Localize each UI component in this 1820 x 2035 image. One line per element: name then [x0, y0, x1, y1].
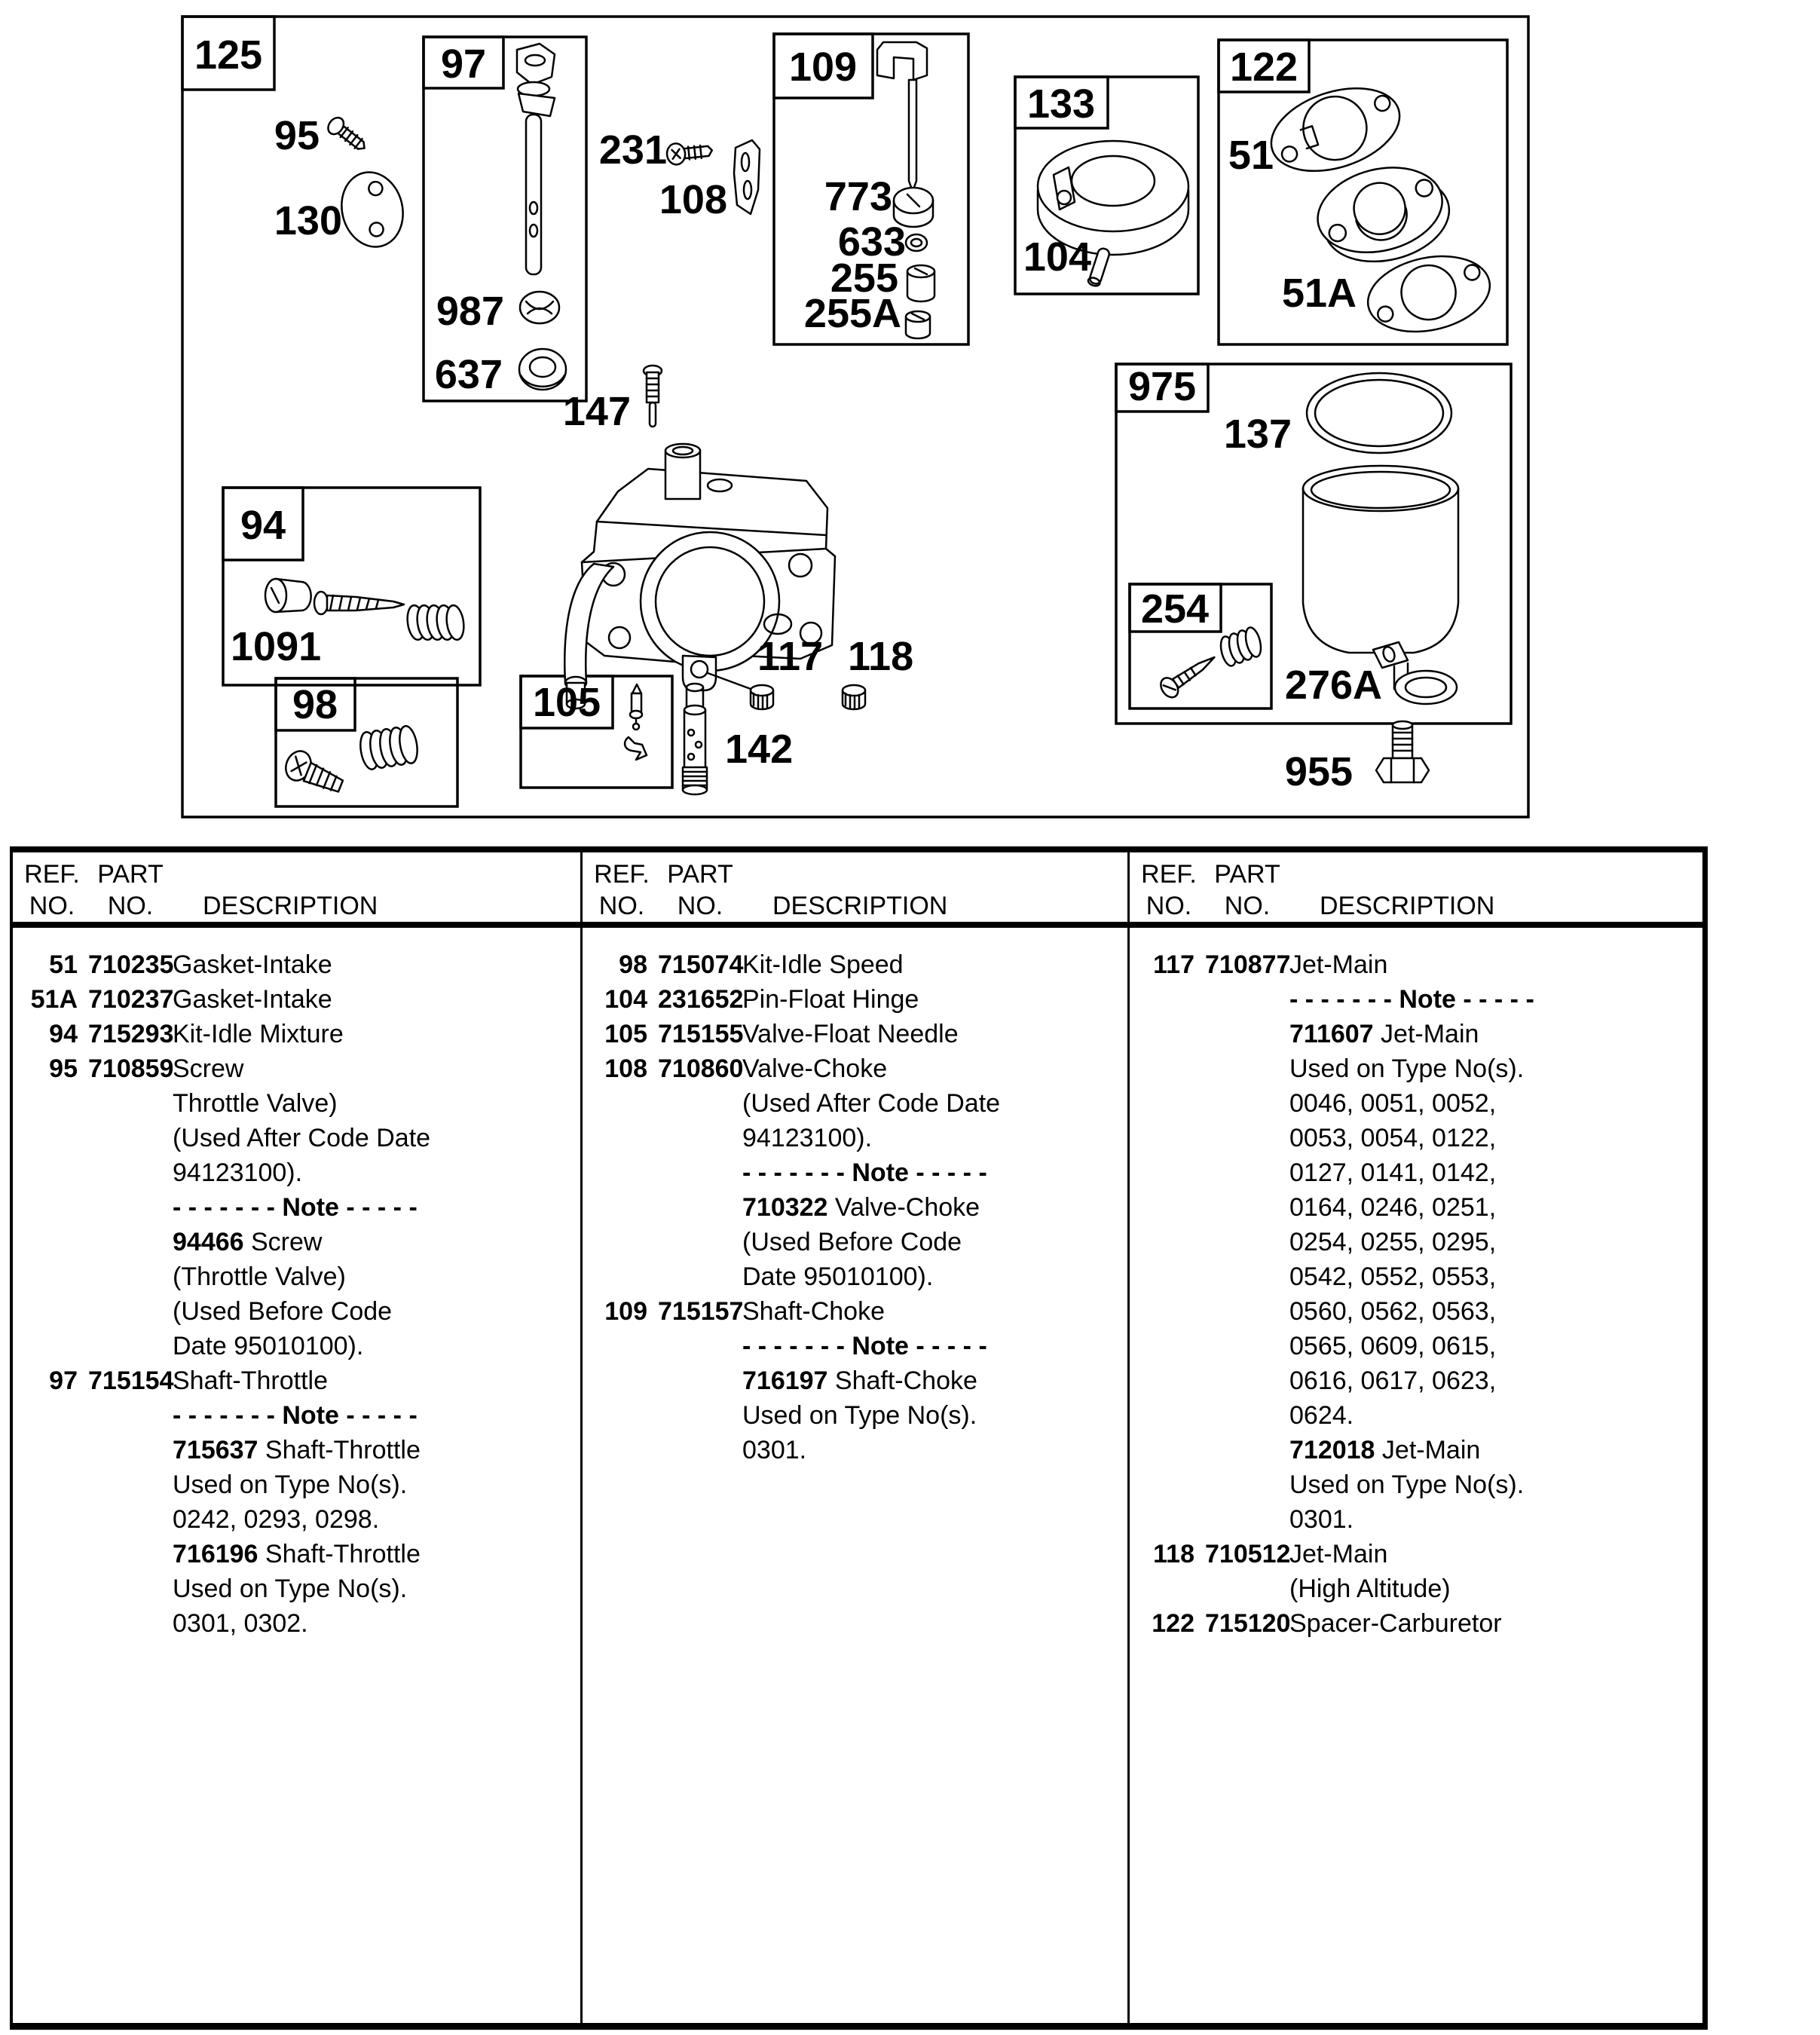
table-row: [583, 947, 1127, 982]
description-line: 0624.: [1289, 1401, 1354, 1430]
description-line: 94123100).: [173, 1158, 303, 1187]
ref-no: 117: [1153, 950, 1194, 979]
description-line: 0164, 0246, 0251,: [1289, 1193, 1497, 1222]
table-row: [583, 1294, 1127, 1467]
part-no: 715154: [88, 1366, 174, 1395]
screw-231-icon: [666, 139, 714, 165]
column-header: [13, 852, 580, 922]
description-line: 712018 Jet-Main: [1289, 1436, 1481, 1464]
choke-shaft-109-icon: [877, 42, 927, 191]
table-row: [13, 1051, 580, 1363]
callout-133: 133: [1026, 81, 1096, 127]
description-line: 716197 Shaft-Choke: [742, 1366, 977, 1395]
note-line: - - - - - - - Note - - - - -: [742, 1158, 987, 1187]
table-row: [13, 1363, 580, 1641]
group-box-97: [424, 37, 586, 401]
description-line: (Used After Code Date: [742, 1089, 1001, 1118]
callout-276A: 276A: [1284, 663, 1382, 708]
description-line: Spacer-Carburetor: [1289, 1609, 1502, 1638]
note-line: - - - - - - - Note - - - - -: [173, 1193, 418, 1222]
description-line: Valve-Choke: [742, 1054, 888, 1083]
description-line: Used on Type No(s).: [1289, 1470, 1525, 1499]
description: [173, 947, 580, 982]
description: [742, 947, 1127, 982]
callout-637: 637: [434, 352, 503, 397]
description-line: Gasket-Intake: [173, 985, 332, 1014]
description-line: 0242, 0293, 0298.: [173, 1505, 380, 1534]
ref-no: 97: [49, 1366, 78, 1395]
part-no: 710237: [88, 985, 174, 1014]
ref-no: 108: [604, 1054, 647, 1083]
description-line: 0616, 0617, 0623,: [1289, 1366, 1497, 1395]
jet-main-117-icon: [751, 685, 773, 709]
callout-137: 137: [1223, 412, 1292, 457]
parts-column-1: [13, 852, 580, 2023]
description: [1289, 947, 1702, 1537]
needle-screw-147-icon: [644, 366, 662, 427]
washer-633-icon: [906, 234, 927, 251]
callout-98: 98: [292, 682, 338, 727]
oring-137-icon: [1307, 373, 1451, 453]
ref-no-header: REF. NO.: [1141, 860, 1197, 920]
ref-no: 105: [604, 1020, 647, 1048]
description-line: (High Altitude): [1289, 1574, 1451, 1603]
description: [173, 982, 580, 1017]
callout-955: 955: [1284, 749, 1353, 794]
callout-255: 255: [830, 256, 898, 301]
ref-no: 98: [619, 950, 647, 979]
description-line: 0542, 0552, 0553,: [1289, 1262, 1497, 1291]
description-line: Valve-Float Needle: [742, 1020, 959, 1048]
bearing-637-icon: [519, 349, 566, 390]
description-line: Kit-Idle Speed: [742, 950, 904, 979]
part-no: 715155: [658, 1020, 744, 1048]
ref-no: 51: [49, 950, 78, 979]
bolt-955-icon: [1376, 721, 1429, 782]
callout-94: 94: [240, 503, 286, 548]
part-no: 715074: [658, 950, 744, 979]
description-line: 94466 Screw: [173, 1228, 323, 1256]
callout-231: 231: [598, 127, 667, 173]
part-no: 715157: [658, 1297, 744, 1326]
part-no-header: PART NO.: [1214, 860, 1280, 920]
description-line: 94123100).: [742, 1124, 873, 1152]
description: [173, 1017, 580, 1051]
callout-118: 118: [848, 634, 914, 679]
cup-255-icon: [907, 265, 934, 301]
callout-254: 254: [1140, 586, 1210, 632]
description-line: Shaft-Choke: [742, 1297, 885, 1326]
note-line: - - - - - - - Note - - - - -: [173, 1401, 418, 1430]
description-line: (Used Before Code: [742, 1228, 962, 1256]
description-line: Pin-Float Hinge: [742, 985, 919, 1014]
description: [173, 1363, 580, 1641]
rows-column-2: [583, 947, 1127, 1467]
callout-130: 130: [274, 198, 342, 243]
description-line: 0127, 0141, 0142,: [1289, 1158, 1497, 1187]
callout-122: 122: [1229, 44, 1298, 90]
part-no: 710877: [1205, 950, 1291, 979]
table-row: [13, 947, 580, 982]
description-header: DESCRIPTION: [1320, 892, 1495, 920]
column-header: [1130, 852, 1702, 922]
table-row: [1130, 1537, 1702, 1606]
part-no: 710859: [88, 1054, 174, 1083]
parts-column-2: [580, 852, 1127, 2023]
description-header: DESCRIPTION: [772, 892, 948, 920]
table-row: [13, 982, 580, 1017]
ref-no: 122: [1152, 1609, 1194, 1638]
description-line: Used on Type No(s).: [173, 1574, 408, 1603]
description-line: Kit-Idle Mixture: [173, 1020, 344, 1048]
description-line: 0301.: [1289, 1505, 1354, 1534]
part-no: 710860: [658, 1054, 744, 1083]
idle-speed-kit-98-icon: [282, 724, 421, 797]
description-line: 0565, 0609, 0615,: [1289, 1332, 1497, 1360]
callout-255A: 255A: [803, 291, 901, 336]
description-line: 0560, 0562, 0563,: [1289, 1297, 1497, 1326]
table-row: [583, 1017, 1127, 1051]
ref-no: 95: [49, 1054, 78, 1083]
table-row: [583, 1051, 1127, 1294]
callout-109: 109: [788, 44, 858, 90]
part-no: 715293: [88, 1020, 174, 1048]
description-line: 0046, 0051, 0052,: [1289, 1089, 1497, 1118]
callout-104: 104: [1023, 234, 1091, 280]
description-line: 0301, 0302.: [173, 1609, 308, 1638]
description-line: Used on Type No(s).: [1289, 1054, 1525, 1083]
tube-142-icon: [683, 684, 707, 794]
ref-no-header: REF. NO.: [594, 860, 650, 920]
rows-column-3: [1130, 947, 1702, 1641]
ref-no: 118: [1153, 1540, 1194, 1568]
parts-table: [10, 846, 1708, 2030]
seal-987-icon: [520, 292, 559, 323]
description: [742, 1051, 1127, 1294]
description-line: Jet-Main: [1289, 1540, 1388, 1568]
ref-no: 94: [49, 1020, 78, 1048]
callout-125: 125: [194, 32, 263, 78]
description-line: 0053, 0054, 0122,: [1289, 1124, 1497, 1152]
description-line: Jet-Main: [1289, 950, 1388, 979]
cup-255A-icon: [906, 311, 930, 338]
part-no-header: PART NO.: [97, 860, 164, 920]
description-line: Shaft-Throttle: [173, 1366, 328, 1395]
callout-117: 117: [757, 634, 824, 679]
callout-51A: 51A: [1281, 271, 1357, 316]
throttle-shaft-97-icon: [517, 44, 555, 274]
part-no-header: PART NO.: [667, 860, 733, 920]
table-row: [583, 982, 1127, 1017]
float-needle-105-icon: [625, 684, 647, 760]
description: [1289, 1537, 1702, 1606]
kit-254-icon: [1158, 626, 1264, 700]
note-line: - - - - - - - Note - - - - -: [742, 1332, 987, 1360]
note-line: - - - - - - - Note - - - - -: [1289, 985, 1534, 1014]
description-line: 715637 Shaft-Throttle: [173, 1436, 421, 1464]
description-line: 0254, 0255, 0295,: [1289, 1228, 1497, 1256]
jet-main-118-icon: [843, 685, 865, 709]
callout-108: 108: [659, 177, 727, 222]
description-line: 716196 Shaft-Throttle: [173, 1540, 421, 1568]
table-row: [1130, 947, 1702, 1537]
table-row: [13, 1017, 580, 1051]
description: [742, 1017, 1127, 1051]
description-line: (Used Before Code: [173, 1297, 393, 1326]
callout-987: 987: [436, 289, 504, 334]
description-line: Date 95010100).: [742, 1262, 934, 1291]
washer-276A-icon: [1395, 671, 1457, 704]
callout-51: 51: [1228, 133, 1274, 178]
description-line: Gasket-Intake: [173, 950, 332, 979]
fuel-bowl-icon: [1303, 466, 1458, 691]
ref-no-header: REF. NO.: [24, 860, 80, 920]
throttle-plate-130-icon: [334, 166, 411, 253]
callout-147: 147: [562, 389, 631, 434]
choke-valve-108-icon: [734, 140, 760, 214]
part-no: 710512: [1205, 1540, 1291, 1568]
part-no: 715120: [1205, 1609, 1291, 1638]
description: [742, 982, 1127, 1017]
description-line: Used on Type No(s).: [742, 1401, 977, 1430]
description-line: Screw: [173, 1054, 244, 1083]
description: [742, 1294, 1127, 1467]
description: [1289, 1606, 1702, 1641]
description-line: Date 95010100).: [173, 1332, 364, 1360]
callout-975: 975: [1127, 364, 1197, 409]
description: [173, 1051, 580, 1363]
callout-1091: 1091: [231, 624, 322, 669]
callout-142: 142: [725, 727, 794, 772]
description-line: 711607 Jet-Main: [1289, 1020, 1479, 1048]
ref-no: 51A: [30, 985, 78, 1014]
column-header: [583, 852, 1127, 922]
ref-no: 104: [604, 985, 647, 1014]
description-line: 710322 Valve-Choke: [742, 1193, 980, 1222]
description-header: DESCRIPTION: [203, 892, 378, 920]
callout-97: 97: [440, 41, 487, 87]
callout-95: 95: [274, 113, 320, 158]
callout-773: 773: [824, 174, 892, 219]
part-no: 710235: [88, 950, 174, 979]
description-line: (Throttle Valve): [173, 1262, 346, 1291]
table-row: [1130, 1606, 1702, 1641]
callout-105: 105: [532, 680, 601, 725]
callout-633: 633: [837, 219, 906, 265]
exploded-parts-diagram: [0, 0, 1820, 829]
description-line: (Used After Code Date: [173, 1124, 431, 1152]
description-line: Throttle Valve): [173, 1089, 338, 1118]
screw-95-icon: [325, 115, 370, 155]
part-no: 231652: [658, 985, 744, 1014]
parts-column-3: [1127, 852, 1702, 2023]
description-line: Used on Type No(s).: [173, 1470, 408, 1499]
rows-column-1: [13, 947, 580, 1641]
description-line: 0301.: [742, 1436, 807, 1464]
ref-no: 109: [604, 1297, 647, 1326]
